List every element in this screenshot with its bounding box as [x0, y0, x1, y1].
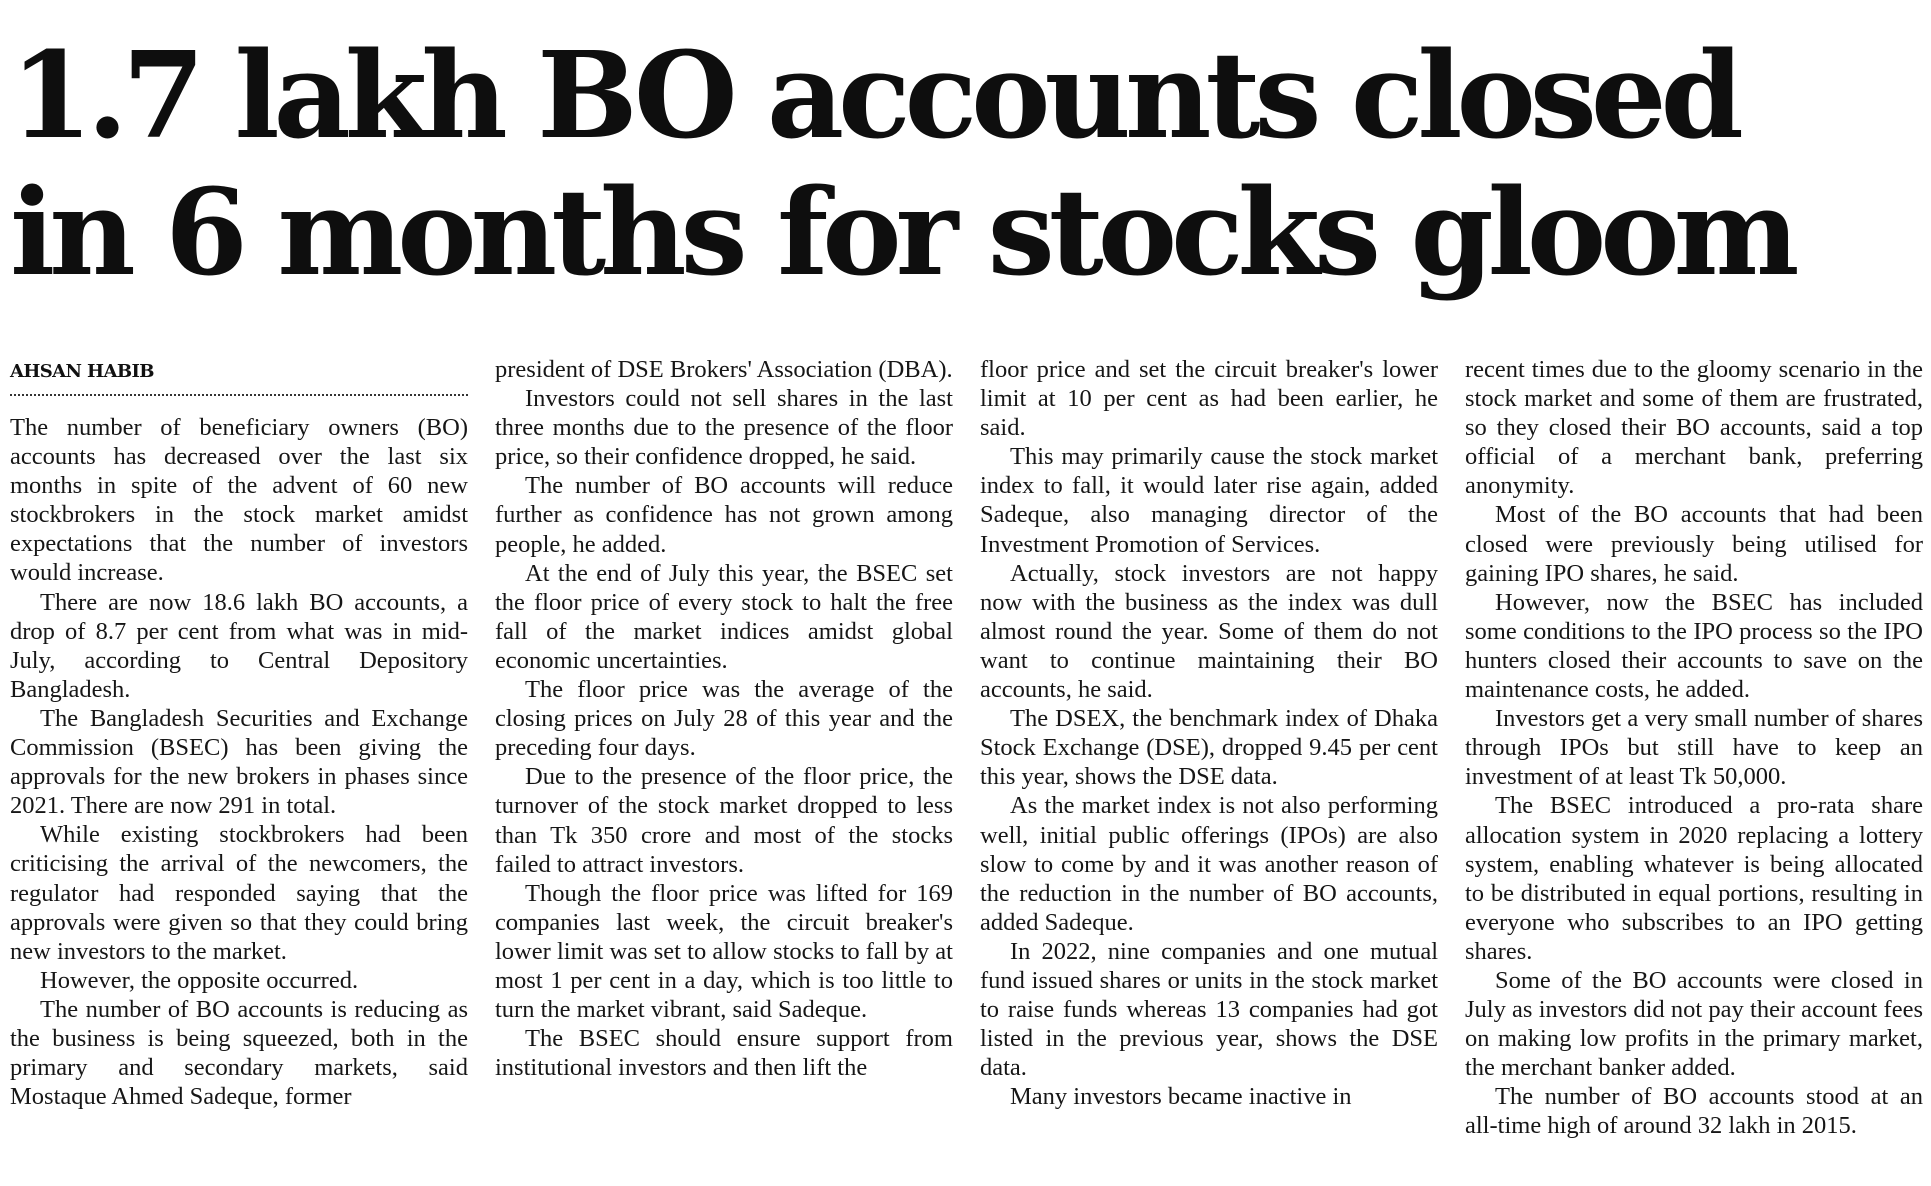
paragraph: Many investors became inactive in — [1010, 1083, 1352, 1111]
paragraph: While existing stockbrokers had been criticising the arrival of the newcomers, the regulator had responded saying that the approvals were given so that they could bring new investors to the market. — [10, 821, 468, 965]
paragraph: The Bangladesh Securities and Exchange Commission (BSEC) has been giving the approvals for the new brokers in phases since 2021. There are now 291 in total. — [10, 704, 468, 820]
paragraph: president of DSE Brokers' Association (DBA). — [495, 356, 953, 383]
paragraph: Investors get a very small number of shares through IPOs but still have to keep an investment of at least Tk 50,000. — [1465, 705, 1923, 791]
paragraph: The DSEX, the benchmark index of Dhaka Stock Exchange (DSE), dropped 9.45 per cent this year, shows the DSE data. — [980, 705, 1438, 791]
article-column-2 — [495, 355, 953, 1082]
headline-line-1: 1.7 lakh BO accounts closed — [10, 26, 1738, 166]
paragraph: Though the floor price was lifted for 169 companies last week, the circuit breaker's lower limit was set to allow stocks to fall by at most 1 per cent in a day, which is too little to turn the market vibrant, said Sadeque. — [495, 879, 953, 1024]
article-column-3 — [980, 355, 1438, 1111]
headline — [10, 28, 1925, 302]
paragraph: Actually, stock investors are not happy now with the business as the index was dull almost round the year. Some of them do not want to continue maintaining their BO accounts, he said. — [980, 559, 1438, 704]
paragraph: The number of BO accounts will reduce further as confidence has not grown among people, he added. — [495, 472, 953, 558]
paragraph: There are now 18.6 lakh BO accounts, a drop of 8.7 per cent from what was in mid-July, according to Central Depository Bangladesh. — [10, 588, 468, 703]
paragraph: However, now the BSEC has included some conditions to the IPO process so the IPO hunters closed their accounts to save on the maintenance costs, he added. — [1465, 588, 1923, 704]
paragraph: At the end of July this year, the BSEC set the floor price of every stock to halt the free fall of the market indices amidst global economic uncertainties. — [495, 559, 953, 674]
paragraph: The BSEC introduced a pro-rata share allocation system in 2020 replacing a lottery system, enabling whatever is being allocated to be distributed in equal portions, resulting in everyone who subscribes to an IPO getting shares. — [1465, 792, 1923, 965]
byline: AHSAN HABIB — [10, 360, 468, 396]
paragraph: The number of BO accounts stood at an all-time high of around 32 lakh in 2015. — [1465, 1083, 1923, 1140]
paragraph: In 2022, nine companies and one mutual fund issued shares or units in the stock market to raise funds whereas 13 companies had got listed in the previous year, shows the DSE data. — [980, 937, 1438, 1082]
article-column-1 — [10, 413, 468, 1111]
paragraph: Most of the BO accounts that had been closed were previously being utilised for gaining IPO shares, he said. — [1465, 501, 1923, 587]
paragraph: This may primarily cause the stock market index to fall, it would later rise again, added Sadeque, also managing director of the Investment Promotion of Services. — [980, 443, 1438, 558]
paragraph: The number of BO accounts is reducing as the business is being squeezed, both in the primary and secondary markets, said Mostaque Ahmed Sadeque, former — [10, 995, 468, 1111]
paragraph: As the market index is not also performing well, initial public offerings (IPOs) are also slow to come by and it was another reason of the reduction in the number of BO accounts, added Sadeque. — [980, 792, 1438, 936]
paragraph: However, the opposite occurred. — [40, 966, 359, 994]
paragraph: The BSEC should ensure support from institutional investors and then lift the — [495, 1025, 953, 1082]
paragraph: Due to the presence of the floor price, the turnover of the stock market dropped to less than Tk 350 crore and most of the stocks failed to attract investors. — [495, 763, 953, 878]
paragraph: The number of beneficiary owners (BO) accounts has decreased over the last six months in spite of the advent of 60 new stockbrokers in the stock market amidst expectations that the number of investors would increase. — [10, 414, 468, 587]
article-column-4 — [1465, 355, 1923, 1141]
headline-line-2: in 6 months for stocks gloom — [10, 163, 1794, 303]
paragraph: floor price and set the circuit breaker's lower limit at 10 per cent as had been earlier, he said. — [980, 356, 1438, 442]
paragraph: Some of the BO accounts were closed in July as investors did not pay their account fees on making low profits in the primary market, the merchant banker added. — [1465, 966, 1923, 1082]
paragraph: The floor price was the average of the closing prices on July 28 of this year and the preceding four days. — [495, 676, 953, 762]
paragraph: recent times due to the gloomy scenario in the stock market and some of them are frustrated, so they closed their BO accounts, said a top official of a merchant bank, preferring anonymity. — [1465, 356, 1923, 500]
paragraph: Investors could not sell shares in the last three months due to the presence of the floor price, so their confidence dropped, he said. — [495, 385, 953, 471]
